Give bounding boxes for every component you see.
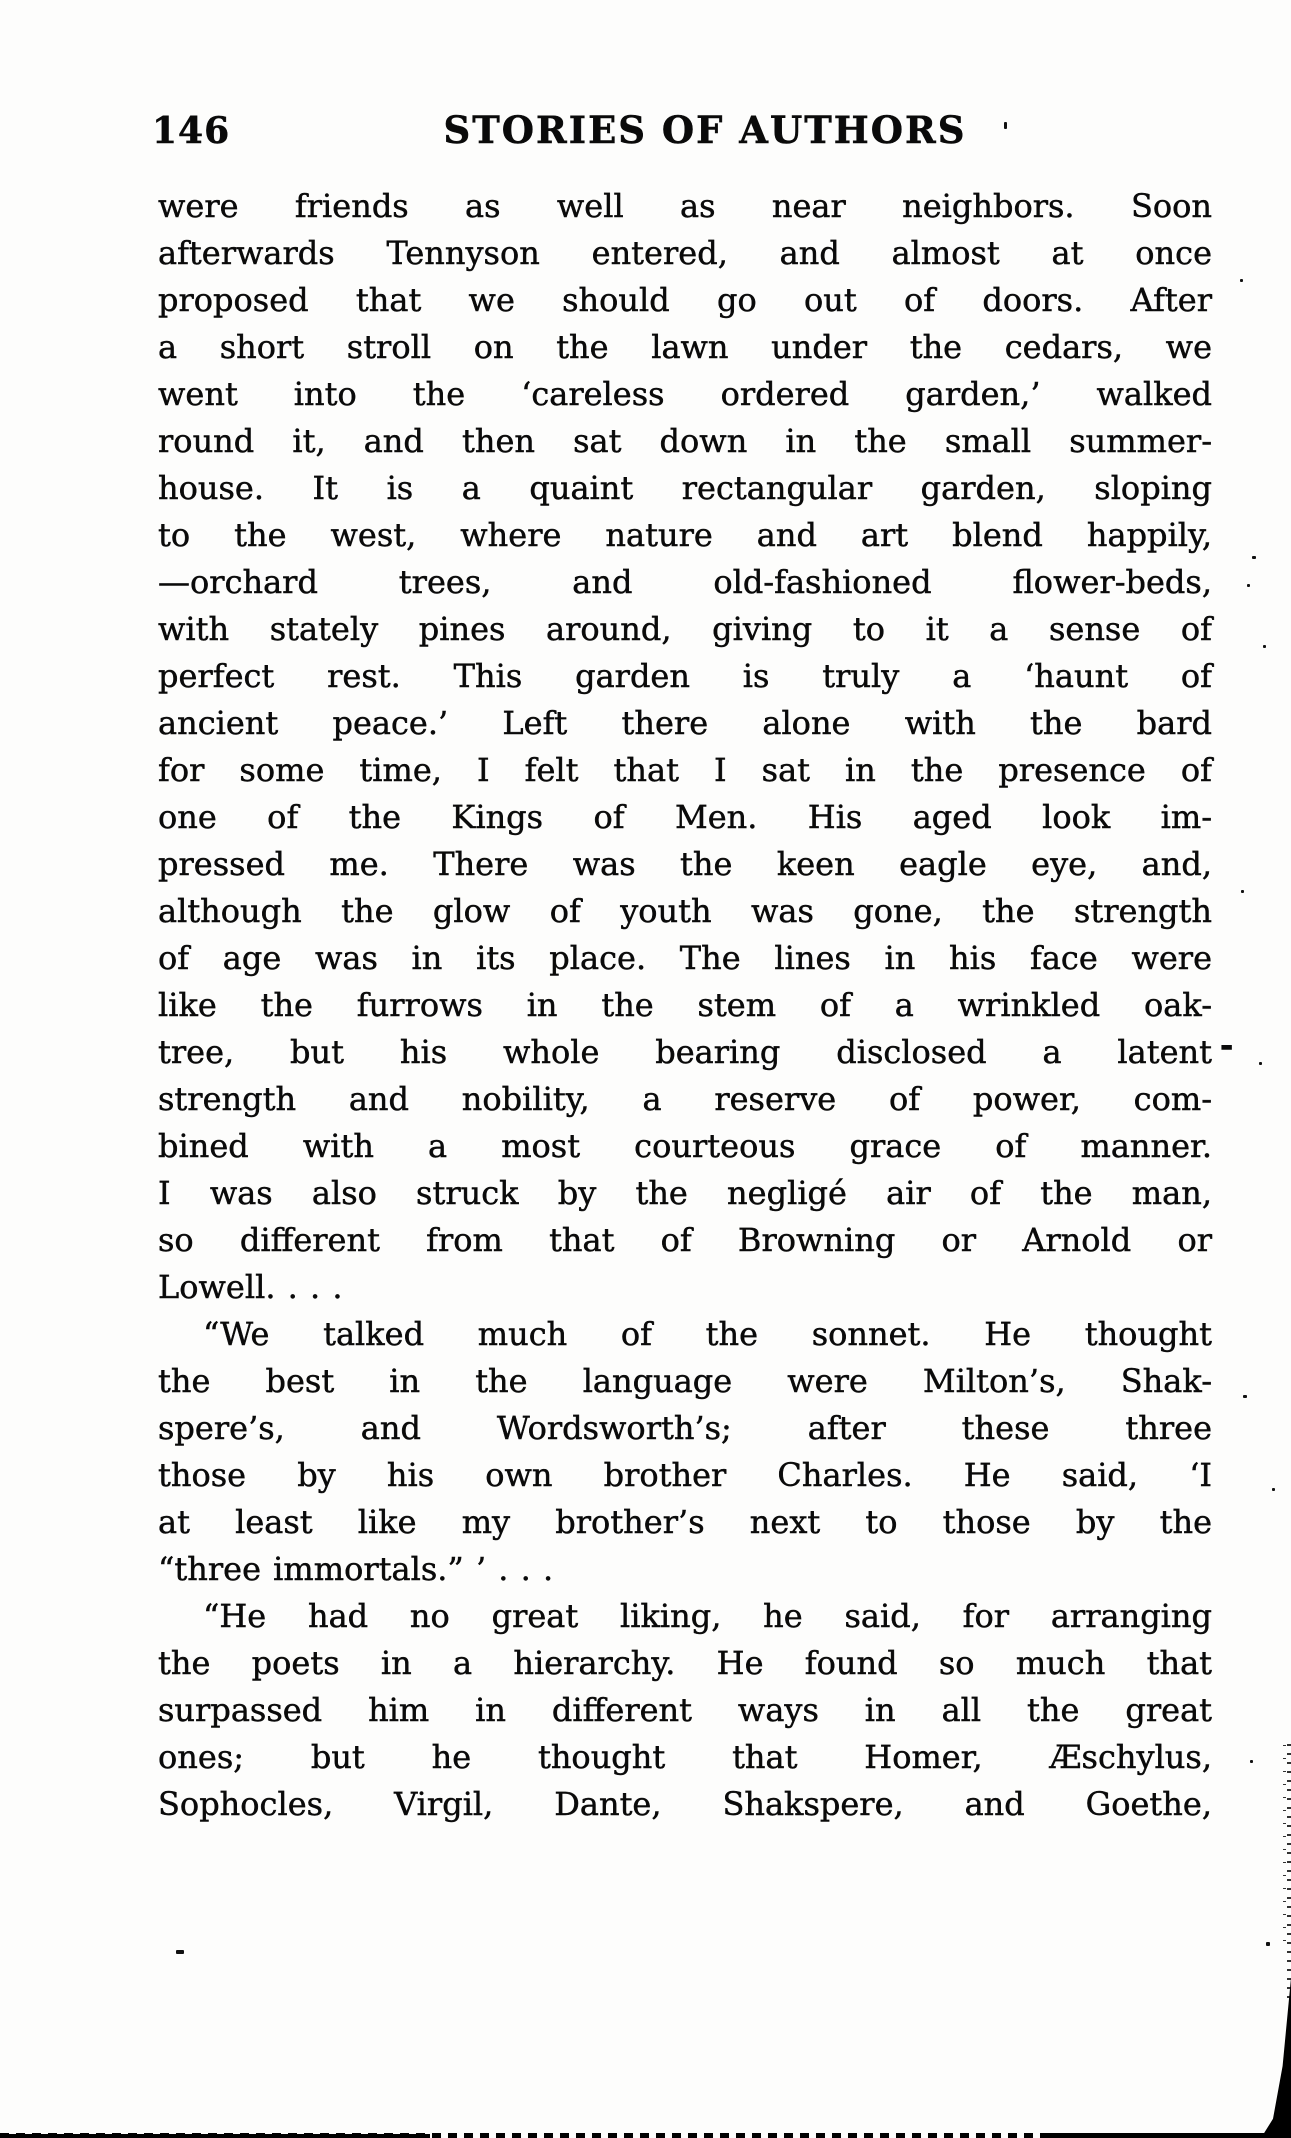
- text-line: perfect rest. This garden is truly a ‘haunt of: [158, 657, 1212, 695]
- text-line: —orchard trees, and old-fashioned flower-beds,: [158, 563, 1212, 601]
- text-line: one of the Kings of Men. His aged look im-: [158, 798, 1212, 836]
- text-column: [158, 183, 1212, 1828]
- text-line: Sophocles, Virgil, Dante, Shakspere, and Goethe,: [158, 1785, 1212, 1823]
- page-header: [152, 108, 1214, 160]
- scan-speck: [1240, 279, 1243, 282]
- scan-speck: [1004, 122, 1007, 129]
- text-line: house. It is a quaint rectangular garden, sloping: [158, 469, 1212, 507]
- text-line: spere’s, and Wordsworth’s; after these three: [158, 1409, 1212, 1447]
- text-line: at least like my brother’s next to those by the: [158, 1503, 1212, 1541]
- stray-margin-dash: -: [1220, 1026, 1234, 1064]
- scan-speck: [1259, 1062, 1262, 1065]
- scan-speck: [1243, 1395, 1247, 1398]
- scan-speck: [1266, 1942, 1270, 1946]
- text-line: like the furrows in the stem of a wrinkled oak-: [158, 986, 1212, 1024]
- scan-speck: [1272, 1488, 1275, 1491]
- text-line: went into the ‘careless ordered garden,’ walked: [158, 375, 1212, 413]
- text-line: were friends as well as near neighbors. Soon: [158, 187, 1212, 225]
- scan-speck: [1247, 584, 1250, 587]
- text-line: for some time, I felt that I sat in the presence of: [158, 751, 1212, 789]
- scan-speck: [1250, 1760, 1253, 1763]
- text-line: those by his own brother Charles. He said, ‘I: [158, 1456, 1212, 1494]
- scan-speck: [176, 1950, 184, 1954]
- text-line: round it, and then sat down in the small summer-: [158, 422, 1212, 460]
- scan-edge-noise: [1277, 1738, 1291, 1998]
- text-line: the poets in a hierarchy. He found so much that: [158, 1644, 1212, 1682]
- text-line: to the west, where nature and art blend happily,: [158, 516, 1212, 554]
- text-line: surpassed him in different ways in all the great: [158, 1691, 1212, 1729]
- text-line: afterwards Tennyson entered, and almost at once: [158, 234, 1212, 272]
- scan-speck: [1252, 556, 1256, 559]
- scan-bottom-edge: [0, 2133, 1291, 2138]
- text-line: “three immortals.” ’ . . .: [158, 1550, 554, 1588]
- text-line: pressed me. There was the keen eagle eye, and,: [158, 845, 1212, 883]
- text-line: Lowell. . . .: [158, 1268, 343, 1306]
- text-line: “He had no great liking, he said, for arranging: [203, 1597, 1212, 1635]
- text-line: so different from that of Browning or Arnold or: [158, 1221, 1212, 1259]
- text-line: ancient peace.’ Left there alone with the bard: [158, 704, 1212, 742]
- text-line: tree, but his whole bearing disclosed a latent: [158, 1033, 1212, 1071]
- scan-speck: [1263, 645, 1266, 648]
- text-line: bined with a most courteous grace of manner.: [158, 1127, 1212, 1165]
- scan-corner-artifact: [1261, 1978, 1291, 2138]
- text-line: I was also struck by the negligé air of the man,: [158, 1174, 1212, 1212]
- text-line: ones; but he thought that Homer, Æschylus,: [158, 1738, 1212, 1776]
- text-line: strength and nobility, a reserve of power, com-: [158, 1080, 1212, 1118]
- page-number: 146: [152, 110, 231, 152]
- text-line: of age was in its place. The lines in his face were: [158, 939, 1212, 977]
- text-line: proposed that we should go out of doors. After: [158, 281, 1212, 319]
- scan-speck: [1241, 890, 1244, 893]
- text-line: the best in the language were Milton’s, Shak-: [158, 1362, 1212, 1400]
- text-line: “We talked much of the sonnet. He thought: [203, 1315, 1212, 1353]
- text-line: although the glow of youth was gone, the strength: [158, 892, 1212, 930]
- page-title: STORIES OF AUTHORS: [443, 108, 967, 152]
- text-line: with stately pines around, giving to it a sense of: [158, 610, 1212, 648]
- text-line: a short stroll on the lawn under the cedars, we: [158, 328, 1212, 366]
